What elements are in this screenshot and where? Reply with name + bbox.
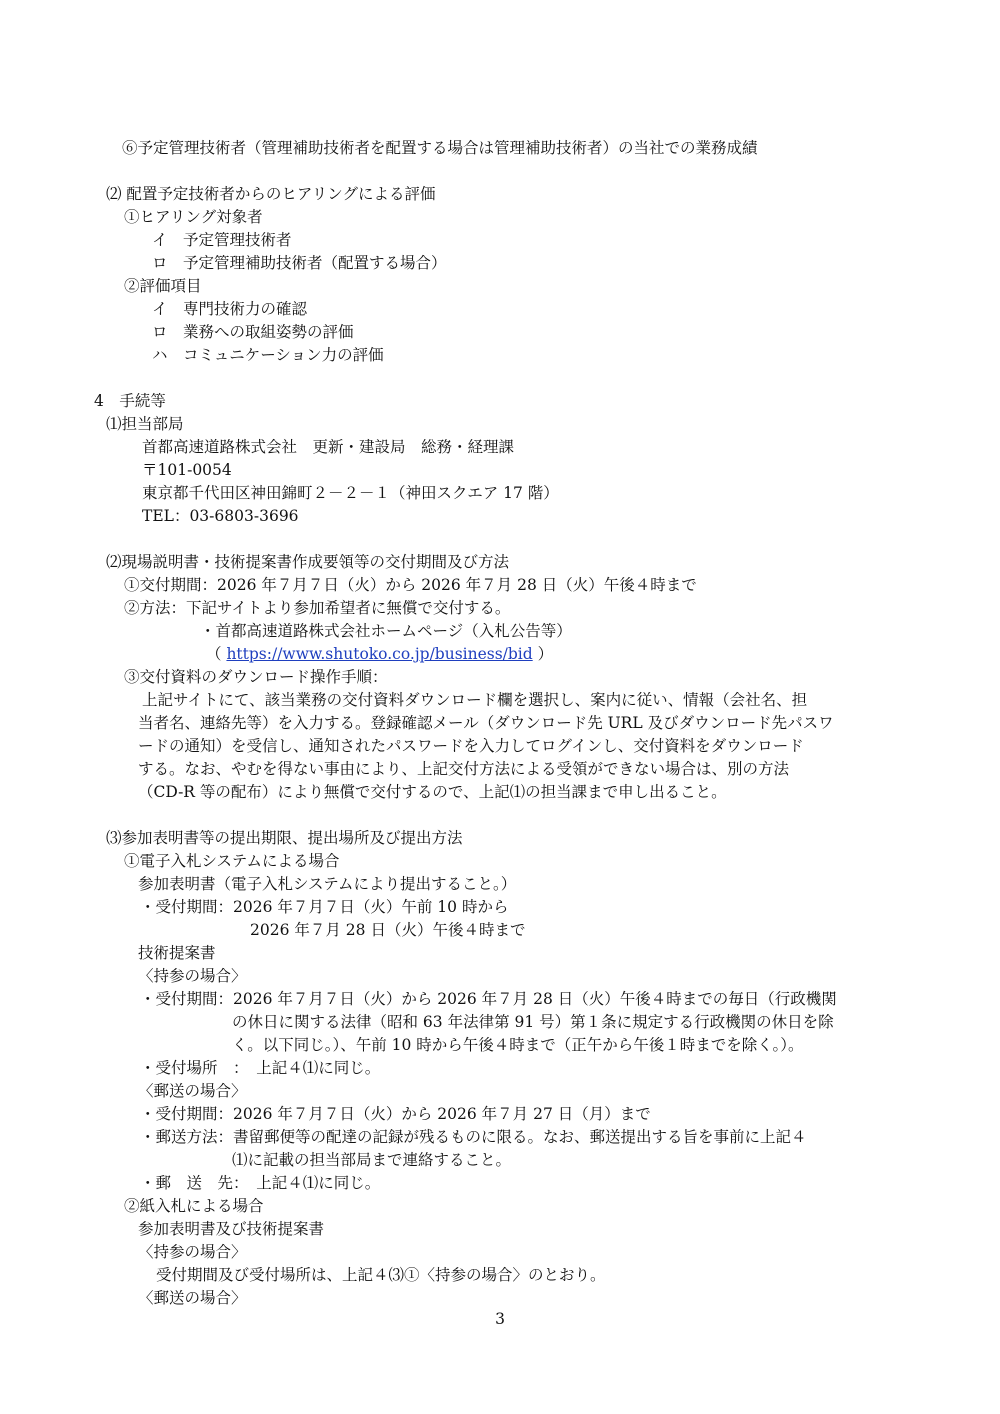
- text-line: イ 予定管理技術者: [152, 231, 292, 249]
- section-heading: ⑶参加表明書等の提出期限、提出場所及び提出方法: [106, 829, 463, 847]
- text-line: 参加表明書（電子入札システムにより提出すること。）: [138, 875, 517, 893]
- text-line: 2026 年７月 28 日（火）午後４時まで: [250, 921, 526, 939]
- text-line: ①交付期間：2026 年７月７日（火）から 2026 年７月 28 日（火）午後４時まで: [124, 576, 697, 594]
- section-heading: ⑴担当部局: [106, 415, 184, 433]
- section-heading: ⑵現場説明書・技術提案書作成要領等の交付期間及び方法: [106, 553, 510, 571]
- text-line: 〈持参の場合〉: [138, 967, 247, 985]
- text-line: 〈持参の場合〉: [138, 1243, 247, 1261]
- text-line: ハ コミュニケーション力の評価: [152, 346, 384, 364]
- text-line: 参加表明書及び技術提案書: [138, 1220, 325, 1238]
- text-line: イ 専門技術力の確認: [152, 300, 308, 318]
- text-line: TEL：03-6803-3696: [142, 507, 299, 525]
- text-line: ・受付場所 ： 上記４⑴に同じ。: [140, 1059, 381, 1077]
- text-line: ・受付期間：2026 年７月７日（火）午前 10 時から: [140, 898, 509, 916]
- text-line: ②評価項目: [124, 277, 202, 295]
- text-line: ⑥予定管理技術者（管理補助技術者を配置する場合は管理補助技術者）の当社での業務成績: [122, 139, 758, 157]
- text-line: 〈郵送の場合〉: [138, 1082, 247, 1100]
- paragraph-line: する。なお、やむを得ない事由により、上記交付方法による受領ができない場合は、別の方法: [138, 760, 790, 778]
- paren-close: ）: [532, 645, 554, 663]
- text-line: ・郵 送 先： 上記４⑴に同じ。: [140, 1174, 381, 1192]
- text-line: ①電子入札システムによる場合: [124, 852, 340, 870]
- text-line: 受付期間及び受付場所は、上記４⑶①〈持参の場合〉のとおり。: [156, 1266, 606, 1284]
- paren-open: （: [206, 645, 227, 663]
- text-line: ・首都高速道路株式会社ホームページ（入札公告等）: [200, 622, 572, 640]
- paragraph-line: く。以下同じ。）、午前 10 時から午後４時まで（正午から午後１時までを除く。）。: [232, 1036, 804, 1054]
- text-line: ・受付期間：2026 年７月７日（火）から 2026 年７月 27 日（月）まで: [140, 1105, 651, 1123]
- text-line: 首都高速道路株式会社 更新・建設局 総務・経理課: [142, 438, 515, 456]
- text-line: 東京都千代田区神田錦町２－２－１（神田スクエア 17 階）: [142, 484, 559, 502]
- paragraph-line: （CD-R 等の配布）により無償で交付するので、上記⑴の担当課まで申し出ること。: [138, 783, 727, 801]
- website-link[interactable]: https://www.shutoko.co.jp/business/bid: [226, 645, 533, 663]
- paragraph-line: ・郵送方法：書留郵便等の配達の記録が残るものに限る。なお、郵送提出する旨を事前に上記４: [140, 1128, 807, 1146]
- text-line: ②紙入札による場合: [124, 1197, 264, 1215]
- text-line: 〈郵送の場合〉: [138, 1289, 247, 1307]
- page-number: 3: [495, 1310, 505, 1328]
- text-line: ロ 業務への取組姿勢の評価: [152, 323, 354, 341]
- text-line: ロ 予定管理補助技術者（配置する場合）: [152, 254, 447, 272]
- paragraph-line: 上記サイトにて、該当業務の交付資料ダウンロード欄を選択し、案内に従い、情報（会社名、担: [142, 691, 808, 709]
- section-heading: ⑵ 配置予定技術者からのヒアリングによる評価: [106, 185, 436, 203]
- section-heading: 4 手続等: [94, 392, 166, 410]
- text-line: 〒101-0054: [142, 461, 232, 479]
- paragraph-line: の休日に関する法律（昭和 63 年法律第 91 号）第１条に規定する行政機関の休日を除: [232, 1013, 834, 1031]
- text-line: ②方法：下記サイトより参加希望者に無償で交付する。: [124, 599, 511, 617]
- paragraph-line: ⑴に記載の担当部局まで連絡すること。: [232, 1151, 512, 1169]
- text-line: ③交付資料のダウンロード操作手順：: [124, 668, 388, 686]
- paragraph-line: ・受付期間：2026 年７月７日（火）から 2026 年７月 28 日（火）午後４時までの毎日（行政機関: [140, 990, 837, 1008]
- text-line: ①ヒアリング対象者: [124, 208, 263, 226]
- text-line: 技術提案書: [138, 944, 216, 962]
- paragraph-line: 当者名、連絡先等）を入力する。登録確認メール（ダウンロード先 URL 及びダウンロード先パスワ: [138, 714, 834, 732]
- paragraph-line: ードの通知）を受信し、通知されたパスワードを入力してログインし、交付資料をダウンロード: [138, 737, 804, 755]
- url-line: [206, 644, 553, 664]
